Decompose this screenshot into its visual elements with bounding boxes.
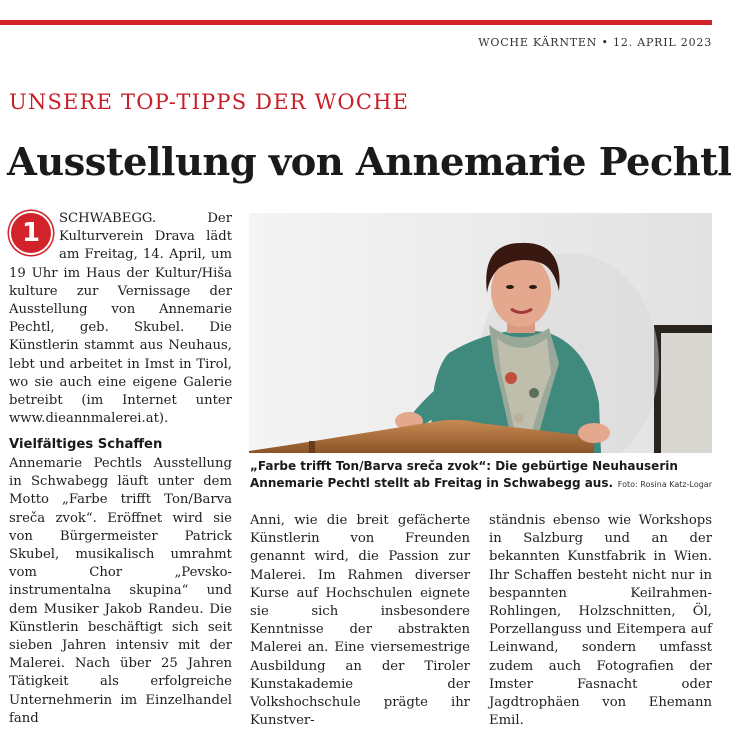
body-column-3: ständnis ebenso wie Workshops in Salzburg und an der bekannten Kunstfabrik in Wien. Ihr Schaffen besteht nicht nur in bespannten Keilrahmen-Rohlingen, Holzschnitten, Öl, Porzellanguss und Eitempera auf Leinwand, sondern umfasst zudem auch Fotografien der Imster Fasnacht oder Jagdtrophäen von Ehemann Emil. bbox=[489, 513, 712, 729]
body-column-1: Annemarie Pechtls Ausstellung in Schwabegg läuft unter dem Motto „Farbe trifft Ton/Barva sreča zvok“. Eröffnet wird sie von Bürgermeister Patrick Skubel, musikalisch umrahmt vom Chor „Pevsko-instrumentalna skupina“ und dem Musiker Jakob Randeu. Die Künstlerin beschäftigt sich seit sieben Jahren intensiv mit der Malerei. Nach über 25 Jahren Tätigkeit als erfolgreiche Unternehmerin im Einzelhandel fand bbox=[9, 456, 232, 726]
lead-paragraph bbox=[9, 210, 232, 428]
tip-number-badge: 1 bbox=[9, 211, 53, 255]
artist-photo bbox=[249, 213, 712, 453]
photo-credit: Foto: Rosina Katz-Logar bbox=[617, 480, 712, 489]
subheading: Vielfältiges Schaffen bbox=[9, 437, 163, 452]
body-column-2: Anni, wie die breit gefächerte Künstlerin von Freunden genannt wird, die Passion zur Malerei. Im Rahmen diverser Kurse auf Hochschulen eignete sie sich insbesondere Kenntnisse der abstrakten Malerei an. Eine viersemestrige Ausbildung an der Tiroler Kunstakademie der Volkshochschule prägte ihr Kunstver- bbox=[250, 513, 470, 729]
lead-text: SCHWABEGG. Der Kulturverein Drava lädt am Freitag, 14. April, um 19 Uhr im Haus der Kultur/Hiša kulture zur Vernissage der Ausstellung von Annemarie Pechtl, geb. Skubel. Die Künstlerin stammt aus Neuhaus, lebt und arbeitet in Imst in Tirol, wo sie auch eine eigene Galerie betreibt (im Internet unter www.dieannmalerei.at). bbox=[9, 211, 232, 427]
article-headline: Ausstellung von Annemarie Pechtl bbox=[7, 140, 732, 185]
artist-portrait-illustration bbox=[249, 213, 712, 453]
top-accent-bar bbox=[0, 20, 712, 25]
section-kicker: UNSERE TOP-TIPPS DER WOCHE bbox=[9, 90, 410, 114]
photo-caption: „Farbe trifft Ton/Barva sreča zvok“: Die gebürtige Neuhauserin Annemarie Pechtl stellt ab Freitag in Schwabegg aus. bbox=[250, 459, 678, 490]
masthead: WOCHE KÄRNTEN • 12. APRIL 2023 bbox=[478, 36, 712, 49]
